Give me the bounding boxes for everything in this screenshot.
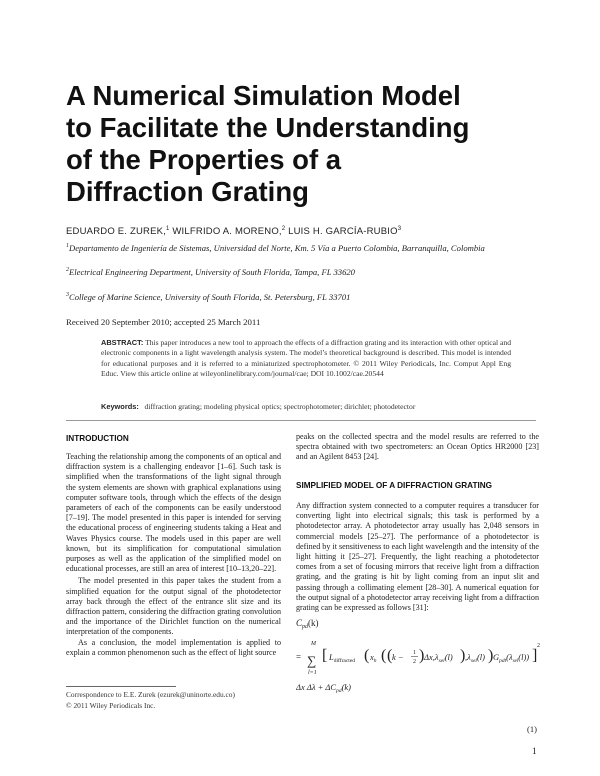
affiliation-text: Electrical Engineering Department, University of South Florida, Tampa, FL 33620 — [69, 267, 355, 277]
bracket-right: ] — [532, 647, 538, 664]
affiliation — [66, 267, 355, 277]
author-affiliation-mark: 2 — [281, 226, 286, 232]
eq-G-sub: pdt — [499, 658, 507, 664]
paren-right: ) — [460, 647, 466, 664]
svg-text:Gpdt(λsel(l)) — [493, 652, 529, 664]
paragraph: Teaching the relationship among the components of an optical and diffraction system is a challenging endeavor [1–6]. Such task is simplified when the transformations of the light signal through the system elements are shown with graphical explanations using computer software tools, through which the effects of the design parameters of each of the components can be easily understood [7–19]. The model presented in this paper is intended for serving the educational process of engineering students taking a Heat and Waves Physics course. The models used in this paper are well known, but its simplification for computational simulation purposes as well as the application of the simplified model on educational processes, are still an area of interest [10–13,20–22]. — [66, 452, 281, 574]
svg-text:Δx,λsel(l) — [423, 652, 453, 664]
eq-L-sub: diffracted — [333, 658, 356, 664]
paper-title — [66, 80, 546, 208]
paragraph: The model presented in this paper takes the student from a simplified equation for the output signal of the photodetector array back through the effect of the entrance slit size and its diffraction pattern, considering the diffraction grating convolution and the importance of the Dirichlet function on the numerical interpretation of the components. — [66, 576, 281, 637]
paragraph: peaks on the collected spectra and the model results are referred to the spectra obtained with two spectrometers: an Ocean Optics HR2000 [23] and an Agilent 8453 [24]. — [296, 432, 539, 462]
correspondence-note: Correspondence to E.E. Zurek (ezurek@uninorte.edu.co) — [66, 690, 235, 699]
page-number: 1 — [532, 746, 537, 756]
eq-lhs-arg: (k) — [308, 618, 319, 628]
eq-G-sub2: sel — [512, 659, 519, 664]
bracket-left: [ — [322, 647, 328, 664]
footnote-divider — [66, 686, 176, 687]
copyright-note: © 2011 Wiley Periodicals Inc. — [66, 701, 156, 710]
model-column — [296, 501, 539, 613]
equation-number: (1) — [527, 724, 537, 734]
intro-column — [66, 452, 281, 658]
paren-left: ( — [381, 647, 387, 664]
section-divider — [66, 420, 536, 421]
eq-sum-bottom: l=1 — [308, 670, 317, 676]
eq-G: G — [493, 652, 500, 662]
title-line: of the Properties of a — [66, 144, 342, 175]
eq-dx-sub: sel — [438, 658, 445, 664]
eq-lam2-sub: sel — [470, 658, 477, 664]
equation-1 — [296, 612, 541, 722]
eq-line2-tail: (k) — [341, 682, 351, 692]
paragraph: As a conclusion, the model implementation is applied to explain a common phenomenon such as the effect of light source — [66, 637, 281, 657]
affiliation-mark: 2 — [66, 267, 69, 274]
author-name: WILFRIDO A. MORENO, — [169, 226, 282, 238]
eq-lhs: C — [296, 618, 303, 628]
paragraph: Any diffraction system connected to a computer requires a transducer for converting light into electrical signals; this task is performed by a photodetector array. A photodetector array usually has 2,048 sensors in commercial models [25–27]. The performance of a photodetector is defined by it sensitiveness to each light wavelength and the intensity of the light hitting it [25–27]. Frequently, the light reaching a photodetector comes from a set of focusing mirrors that receive light from a diffraction grating, and the grating is hit by light coming from an input slit and passing through a collimating element [28–30]. A numerical equation for the output signal of a photodetector array receiving light from a diffraction grating can be expressed as follows [31]: — [296, 501, 539, 613]
section-heading-introduction: INTRODUCTION — [66, 434, 129, 443]
eq-L: L — [329, 652, 334, 662]
section-heading-simplified-model: SIMPLIFIED MODEL OF A DIFFRACTION GRATING — [296, 481, 493, 490]
affiliation-mark: 1 — [66, 243, 69, 250]
author-affiliation-mark: 3 — [397, 226, 402, 232]
abstract-text: This paper introduces a new tool to approach the effects of a diffraction grating and its interaction with other optical and electronic components in a light wavelength analysis system. The model’s theoretical background is described. This model is intended for educational purposes and it is referred to a miniaturized spectrophotometer. © 2011 Wiley Periodicals, Inc. Comput Appl Eng Educ. View this article online at wileyonlinelibrary.com/journal/cae; DOI 10.1002/cae.20544 — [101, 338, 511, 378]
eq-G-tail: (λ — [506, 652, 513, 662]
received-dates: Received 20 September 2010; accepted 25 March 2011 — [66, 317, 261, 327]
eq-dx-tail: (l) — [444, 652, 453, 662]
title-line: to Facilitate the Understanding — [66, 112, 470, 143]
svg-text:xh — [369, 652, 377, 664]
author-affiliation-mark: 1 — [166, 226, 170, 232]
author-list — [66, 226, 401, 237]
paren-left: ( — [387, 647, 393, 664]
affiliation — [66, 292, 350, 302]
title-line: Diffraction Grating — [66, 176, 309, 207]
paren-right: ) — [419, 647, 425, 664]
paren-right: ) — [488, 647, 494, 664]
sum-symbol: ∑ — [307, 653, 317, 668]
affiliation-text: Departamento de Ingeniería de Sistemas, Universidad del Norte, Km. 5 Vía a Puerto Colombia, Barranquilla, Colombia — [69, 243, 485, 253]
eq-lam2: λ — [467, 652, 471, 662]
affiliation — [66, 243, 485, 253]
eq-frac-num: 1 — [413, 650, 416, 656]
title-line: A Numerical Simulation Model — [66, 80, 461, 111]
affiliation-text: College of Marine Science, University of South Florida, St. Petersburg, FL 33701 — [69, 292, 351, 302]
eq-x: x — [370, 652, 374, 662]
svg-text:,λsel(l): $,\lambda_{sel}(l)$ — [465, 652, 485, 664]
eq-lam2-tail: (l) — [476, 652, 485, 662]
abstract — [101, 338, 511, 379]
keywords — [101, 402, 521, 411]
keywords-text: diffraction grating; modeling physical optics; spectrophotometer; dirichlet; photodetector — [144, 402, 416, 411]
eq-exponent: 2 — [537, 643, 540, 649]
eq-dx: Δx,λ — [424, 652, 439, 662]
eq-k-term: k − — [392, 652, 404, 662]
keywords-label: Keywords: — [101, 402, 139, 411]
affiliation-mark: 3 — [66, 292, 69, 299]
abstract-label: ABSTRACT: — [101, 338, 144, 347]
svg-text:Δx Δλ + ΔCpd(k) — [296, 682, 351, 694]
eq-sum-top: M — [311, 641, 316, 647]
eq-G-end: (l)) — [518, 652, 530, 662]
eq-frac-den: 2 — [413, 659, 416, 665]
eq-line2: Δx Δλ + ΔC — [296, 682, 337, 692]
eq-x-sub: h — [373, 658, 377, 664]
svg-text:Ldiffracted — [328, 652, 355, 664]
paren-left: ( — [364, 647, 370, 664]
svg-text:Cpd(k) — [296, 618, 319, 630]
eq-equals: = — [296, 652, 302, 662]
eq-lhs-sub: pd — [302, 624, 309, 630]
right-column-intro-tail — [296, 432, 539, 463]
author-name: EDUARDO E. ZUREK, — [66, 226, 166, 238]
author-name: LUIS H. GARCÍA-RUBIO — [285, 226, 398, 238]
eq-line2-sub: pd — [336, 688, 342, 694]
